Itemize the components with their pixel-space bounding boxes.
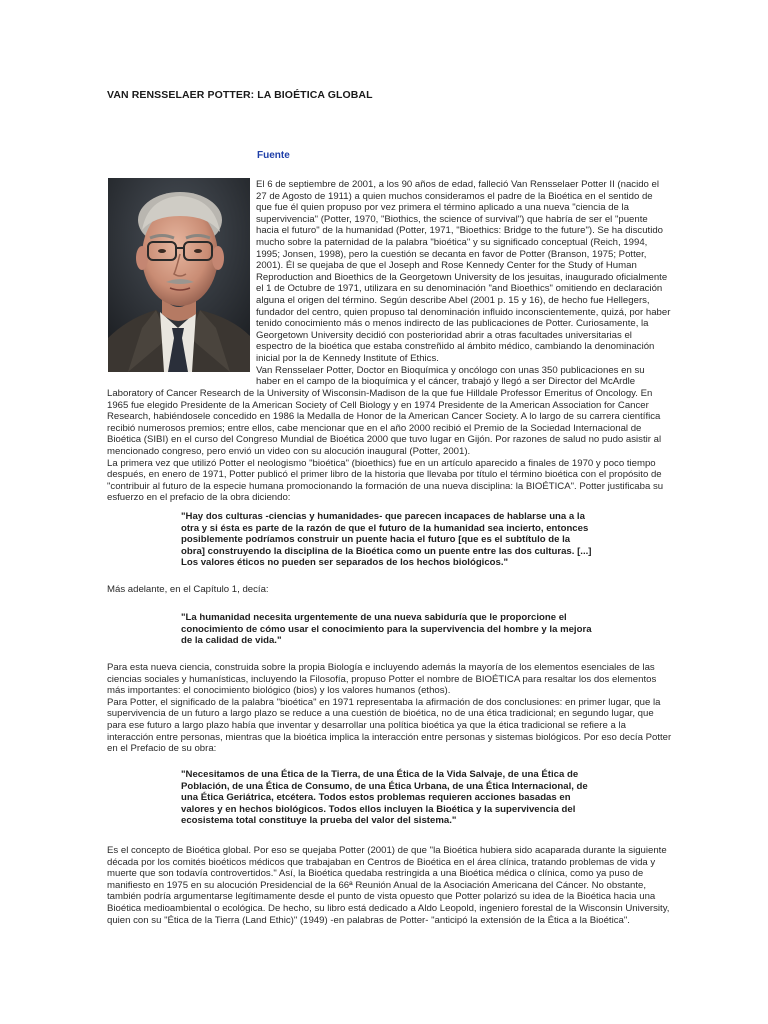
text-line: 2001). Él se quejaba de que el Joseph and Rose Kennedy Center for the Study of Human: [256, 260, 637, 272]
text-line: supervivencia de un futuro a largo plazo se reduce a una cuestión de bioética, no de una ética tradicional; en segundo lugar, que: [107, 708, 654, 720]
text-line: supervivencia" (Potter, 1970, "Biothics, the science of survival") que habría de ser el "puente: [256, 213, 648, 225]
text-line: Para esta nueva ciencia, construida sobre la propia Biología e incluyendo además la mayoría de los elementos esenciales de las: [107, 662, 655, 673]
text-line: esfuerzo en el prefacio de la obra diciendo:: [107, 492, 291, 504]
text-line: tenido conocimiento más o menos indirecto de las publicaciones de Potter. Curiosamente, la: [256, 318, 649, 330]
text-line: Bioética (SIBI) en el curso del Congreso Mundial de Bioética 2000 que tuvo lugar en Gijón. Por razones de salud no pudo asistir al: [107, 434, 662, 446]
text-line: 1995; Jonsen, 1998), pero la cuestión se decanta en favor de Potter (Branson, 1975; Potter,: [256, 248, 647, 260]
portrait-photo-icon: [108, 178, 250, 372]
text-line: para ese futuro a largo plazo había que inventar y desarrollar una política bioética ya que la ética tradicional se refiere a la: [107, 719, 626, 731]
document-title: VAN RENSSELAER POTTER: LA BIOÉTICA GLOBAL: [107, 89, 373, 101]
quote-line: de la calidad de vida.": [181, 635, 282, 647]
quote-new-wisdom: [181, 612, 591, 647]
text-line: mucho sobre la paternidad de la palabra "bioética" y su significado conceptual (Reich, 1994,: [256, 236, 648, 248]
text-line: espectro de la bioética que estaba constreñido al ámbito médico, cambiando la denominación: [256, 341, 655, 353]
global-bioethics-paragraph: [107, 845, 670, 926]
quote-line: obra] construyendo la disciplina de la Bioética como un puente entre las dos culturas. [...]: [181, 545, 592, 557]
quote-line: conocimiento de cómo usar el conocimiento para la supervivencia del hombre y la mejora: [181, 623, 592, 635]
quote-line: "Necesitamos de una Ética de la Tierra, de una Ética de la Vida Salvaje, de una Ética de: [181, 769, 579, 780]
quote-line: una Ética Geriátrica, etcétera. Todos estos problemas requieren acciones basadas en: [181, 792, 571, 804]
text-line: Georgetown University decidió con posterioridad abrir a otras facultades universitarias el: [256, 329, 632, 341]
quote-line: ecosistema total constituye la prueba del valor del sistema.": [181, 815, 457, 827]
text-line: en el Prefacio de su obra:: [107, 743, 217, 755]
text-line: La primera vez que utilizó Potter el neologismo "bioética" (bioethics) fue en un artículo aparecido a finales de 1970 y poco tiempo: [107, 457, 656, 469]
text-line: mencionado congreso, pero envió un video con su alocución inaugural (Potter, 2001).: [107, 445, 471, 457]
source-link[interactable]: Fuente: [257, 150, 290, 161]
biography-paragraph: [107, 388, 664, 504]
chapter-one-intro: Más adelante, en el Capítulo 1, decía:: [107, 584, 269, 595]
text-line: década por los comités bioéticos médicos que trabajaban en Centros de Bioética en el área clínica, tratando problemas de vida y: [107, 856, 656, 868]
intro-paragraph: [256, 179, 671, 388]
text-line: después, en enero de 1971, Potter publicó el primer libro de la historia que llevaba por título el término bioética con el propósito de: [107, 469, 662, 481]
quote-line: Población, de una Ética de Consumo, de una Ética Urbana, de una Ética Internacional, de: [181, 780, 588, 792]
quote-line: Los valores éticos no pueden ser separados de los hechos biológicos.": [181, 557, 509, 569]
quote-line: otra y si ésta es parte de la razón de que el futuro de la humanidad sea incierto, entonces: [181, 522, 589, 534]
text-line: que fue él quien propuso por vez primera el término aplicado a una nueva "ciencia de la: [256, 202, 629, 214]
text-line: Bioética medioambiental o ecológica. De hecho, su libro está dedicado a Aldo Leopold, ingeniero forestal de la Wisconsin University,: [107, 902, 670, 914]
quote-two-cultures: [181, 511, 591, 569]
text-line: El 6 de septiembre de 2001, a los 90 años de edad, falleció Van Rensselaer Potter II (nacido el: [256, 179, 660, 190]
text-line: muerte que son todavía controvertidos." Así, la Bioética quedaba restringida a una Bioética médica o clínica, como ya puso de: [107, 868, 644, 880]
text-line: también podría argumentarse legítimamente desde el punto de vista opuesto que Potter polarizó su idea de la Bioética hacia una: [107, 891, 656, 903]
text-line: hacia el futuro" de la humanidad (Potter, 1971, "Bioethics: Bridge to the future"). Se ha discutido: [256, 225, 664, 237]
definition-paragraph: [107, 662, 672, 755]
quote-line: valores y en hechos biológicos. Todos ellos incluyen la Bioética y la supervivencia del: [181, 803, 576, 815]
text-line: más importantes: el conocimiento biológico (bios) y los valores humanos (ethos).: [107, 685, 451, 697]
portrait-photo: [108, 178, 250, 372]
text-line: Para Potter, el significado de la palabra "bioética" en 1971 representaba la afirmación de dos conclusiones: en primer lugar, que la: [107, 696, 661, 708]
text-line: Reproduction and Bioethics de la Georgetown University de los jesuitas, inaugurado oficialmente: [256, 271, 668, 283]
text-line: Es el concepto de Bioética global. Por eso se quejaba Potter (2001) de que "la Bioética hubiera sido acaparada durante la siguiente: [107, 845, 667, 856]
text-line: Van Rensselaer Potter, Doctor en Bioquímica y oncólogo con unas 350 publicaciones en su: [256, 364, 645, 376]
text-line: interacción entre personas, mientras que la bioética implica la interacción entre personas y sistemas biológicos. Por eso decía Potter: [107, 731, 672, 743]
text-line: el 1 de Octubre de 1971, utilizara en su denominación "and Bioethics" omitiendo en declaración: [256, 283, 663, 295]
text-line: 1965 fue elegido Presidente de la American Society of Cell Biology y en 1974 Presidente de la American Association for Cancer: [107, 399, 649, 411]
text-line: Research, habiéndosele concedido en 1986 la Medalla de Honor de la American Cancer Society. A lo largo de su carrera científica: [107, 411, 661, 423]
text-line: fundador del centro, quien propuso tal denominación influido inconscientemente, quizá, por haber: [256, 306, 671, 318]
quote-line: "La humanidad necesita urgentemente de una nueva sabiduría que le proporcione el: [181, 612, 567, 623]
quote-line: posiblemente podríamos construir un puente hacia el futuro [que es el subtítulo de la: [181, 534, 571, 546]
quote-earth-ethics: [181, 769, 591, 827]
text-line: 27 de Agosto de 1911) a quien muchos consideramos el padre de la Bioética en el sentido de: [256, 190, 653, 202]
quote-line: "Hay dos culturas -ciencias y humanidades- que parecen incapaces de hablarse una a la: [181, 511, 585, 522]
text-line: quien con su "Ética de la Tierra (Land Ethic)" (1949) -en palabras de Potter- "anticipó la extensión de la Ética a la Bioética".: [107, 914, 630, 926]
text-line: manifiesto en 1975 en su alocución Presidencial de la 66ª Reunión Anual de la Asociación Americana del Cáncer. No obstante,: [107, 879, 647, 891]
text-line: haber en el campo de la bioquímica y el cáncer, trabajó y llegó a ser Director del McArdle: [256, 376, 636, 388]
text-line: inicial por la de Kennedy Institute of Ethics.: [256, 352, 439, 364]
text-line: alguna el origen del término. Según describe Abel (2001 p. 15 y 16), de hecho fue Hellegers,: [256, 294, 650, 306]
text-line: recibió numerosos premios; entre ellos, cabe mencionar que en el año 2000 recibió el Premio de la Sociedad Internacional de: [107, 422, 642, 434]
text-line: "contribuir al futuro de la especie humana promocionando la formación de una nueva disciplina: la BIOÉTICA". Potter justificaba su: [107, 480, 664, 492]
text-line: ciencias sociales y humanísticas, incluyendo la Filosofía, propuso Potter el nombre de BIOÉTICA para resaltar los dos elementos: [107, 673, 657, 685]
text-line: Laboratory of Cancer Research de la University of Wisconsin-Madison de la que fue Hilldale Professor Emeritus of Oncology. En: [107, 388, 653, 399]
